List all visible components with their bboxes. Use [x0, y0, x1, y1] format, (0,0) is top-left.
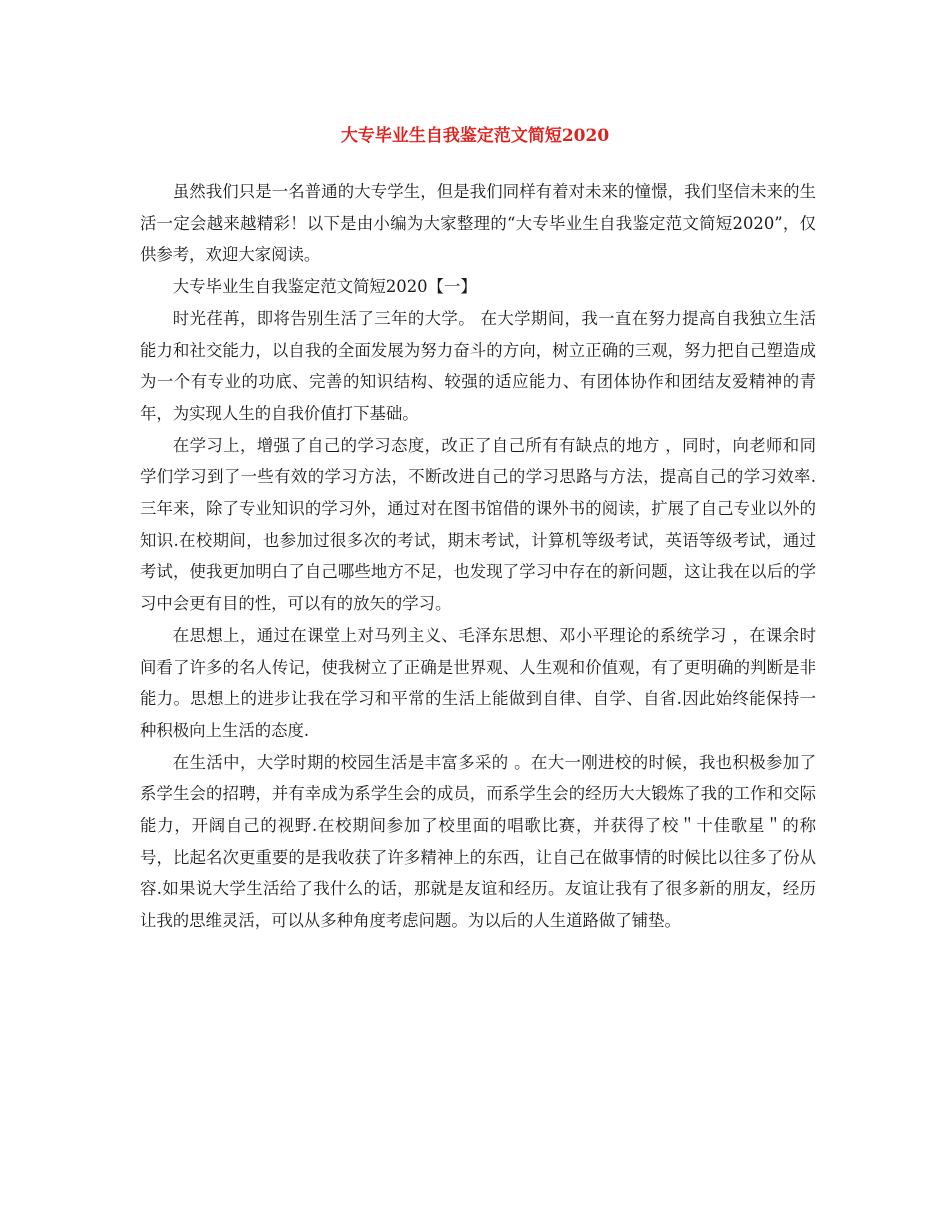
document-body	[140, 176, 816, 937]
section-heading: 大专毕业生自我鉴定范文简短2020【一】	[172, 277, 477, 297]
intro-paragraph: 虽然我们只是一名普通的大专学生，但是我们同样有着对未来的憧憬，我们坚信未来的生活一定会越来越精彩！以下是由小编为大家整理的“大专毕业生自我鉴定范文简短2020”，仅供参考，欢迎大家阅读。	[140, 182, 816, 265]
body-paragraph: 在思想上，通过在课堂上对马列主义、毛泽东思想、邓小平理论的系统学习 ，在课余时间看了许多的名人传记，使我树立了正确是世界观、人生观和价值观，有了更明确的判断是非能力。思想上的进步让我在学习和平常的生活上能做到自律、自学、自省.因此始终能保持一种积极向上生活的态度.	[140, 625, 816, 740]
body-paragraph: 在生活中，大学时期的校园生活是丰富多采的 。在大一刚进校的时候，我也积极参加了系学生会的招聘，并有幸成为系学生会的成员，而系学生会的经历大大锻炼了我的工作和交际能力，开阔自己的视野.在校期间参加了校里面的唱歌比赛，并获得了校＂十佳歌星＂的称号，比起名次更重要的是我收获了许多精神上的东西，让自己在做事情的时候比以往多了份从容.如果说大学生活给了我什么的话，那就是友谊和经历。友谊让我有了很多新的朋友，经历让我的思维灵活，可以从多种角度考虑问题。为以后的人生道路做了铺垫。	[140, 752, 816, 931]
document-title: 大专毕业生自我鉴定范文简短2020	[340, 126, 610, 146]
body-paragraph: 时光荏苒，即将告别生活了三年的大学。 在大学期间，我一直在努力提高自我独立生活能力和社交能力，以自我的全面发展为努力奋斗的方向，树立正确的三观，努力把自己塑造成为一个有专业的功底、完善的知识结构、较强的适应能力、有团体协作和团结友爱精神的青年，为实现人生的自我价值打下基础。	[140, 308, 816, 423]
body-paragraph: 在学习上，增强了自己的学习态度，改正了自己所有有缺点的地方 ，同时，向老师和同学们学习到了一些有效的学习方法，不断改进自己的学习思路与方法，提高自己的学习效率.三年来，除了专业知识的学习外，通过对在图书馆借的课外书的阅读，扩展了自己专业以外的知识.在校期间，也参加过很多次的考试，期末考试，计算机等级考试，英语等级考试，通过考试，使我更加明白了自己哪些地方不足，也发现了学习中存在的新问题，这让我在以后的学习中会更有目的性，可以有的放矢的学习。	[140, 435, 816, 614]
